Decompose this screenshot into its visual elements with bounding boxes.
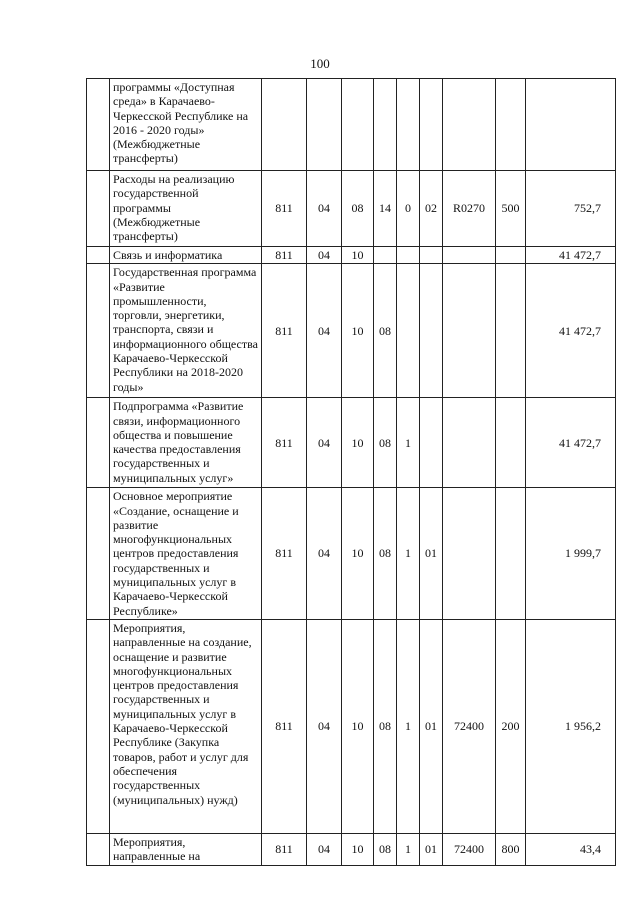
code-cell: 0 — [397, 171, 420, 247]
code-cell — [420, 398, 443, 488]
code-cell — [374, 247, 397, 264]
blank-cell — [87, 79, 110, 171]
code-cell — [496, 488, 526, 620]
budget-table — [86, 78, 616, 866]
code-cell: 08 — [374, 833, 397, 865]
code-cell: 811 — [262, 619, 307, 833]
code-cell: 811 — [262, 264, 307, 398]
code-cell — [443, 488, 496, 620]
code-cell: 04 — [307, 398, 342, 488]
code-cell: 10 — [342, 833, 374, 865]
code-cell: 08 — [374, 264, 397, 398]
code-cell — [443, 264, 496, 398]
code-cell — [397, 264, 420, 398]
blank-cell — [87, 833, 110, 865]
code-cell — [443, 247, 496, 264]
code-cell: 10 — [342, 619, 374, 833]
code-cell: 1 — [397, 398, 420, 488]
code-cell: 04 — [307, 264, 342, 398]
code-cell — [262, 79, 307, 171]
amount-cell: 1 956,2 — [526, 619, 616, 833]
code-cell: 10 — [342, 264, 374, 398]
amount-cell: 43,4 — [526, 833, 616, 865]
code-cell: 1 — [397, 833, 420, 865]
code-cell: 08 — [374, 398, 397, 488]
amount-cell: 41 472,7 — [526, 398, 616, 488]
table-row — [87, 247, 616, 264]
item-name-cell: Мероприятия, направленные на создание, оснащение и развитие многофункциональных центров предоставления государственных и муниципальных услуг в Карачаево-Черкесской Республике (Закупка товаров, работ и услуг для обеспечения государственных (муниципальных) нужд) — [110, 619, 262, 833]
blank-cell — [87, 398, 110, 488]
amount-cell: 752,7 — [526, 171, 616, 247]
code-cell: 10 — [342, 247, 374, 264]
code-cell: 14 — [374, 171, 397, 247]
item-name-cell: Расходы на реализацию государственной программы (Межбюджетные трансферты) — [110, 171, 262, 247]
amount-cell: 1 999,7 — [526, 488, 616, 620]
code-cell — [496, 79, 526, 171]
code-cell: 04 — [307, 171, 342, 247]
amount-cell — [526, 79, 616, 171]
page-number: 100 — [310, 56, 330, 71]
amount-cell: 41 472,7 — [526, 264, 616, 398]
blank-cell — [87, 264, 110, 398]
code-cell: 1 — [397, 488, 420, 620]
code-cell — [496, 264, 526, 398]
code-cell: 01 — [420, 619, 443, 833]
item-name-cell: Государственная программа «Развитие промышленности, торговли, энергетики, транспорта, связи и информационного общества Карачаево-Черкесской Республики на 2018-2020 годы» — [110, 264, 262, 398]
code-cell — [496, 247, 526, 264]
code-cell: 1 — [397, 619, 420, 833]
item-name-cell: программы «Доступная среда» в Карачаево-Черкесской Республике на 2016 - 2020 годы» (Межбюджетные трансферты) — [110, 79, 262, 171]
table-row — [87, 264, 616, 398]
table-row — [87, 79, 616, 171]
blank-cell — [87, 488, 110, 620]
blank-cell — [87, 619, 110, 833]
code-cell: 02 — [420, 171, 443, 247]
code-cell — [397, 79, 420, 171]
code-cell — [420, 264, 443, 398]
code-cell: 01 — [420, 488, 443, 620]
code-cell — [496, 398, 526, 488]
code-cell — [420, 79, 443, 171]
code-cell — [397, 247, 420, 264]
amount-cell: 41 472,7 — [526, 247, 616, 264]
table-row — [87, 619, 616, 833]
code-cell — [443, 79, 496, 171]
blank-cell — [87, 171, 110, 247]
code-cell: 04 — [307, 488, 342, 620]
code-cell: 01 — [420, 833, 443, 865]
table-row — [87, 171, 616, 247]
table-row — [87, 833, 616, 865]
code-cell: R0270 — [443, 171, 496, 247]
code-cell — [307, 79, 342, 171]
table-body — [87, 79, 616, 866]
code-cell — [443, 398, 496, 488]
code-cell: 811 — [262, 171, 307, 247]
code-cell: 200 — [496, 619, 526, 833]
code-cell: 800 — [496, 833, 526, 865]
code-cell: 04 — [307, 833, 342, 865]
code-cell: 08 — [374, 619, 397, 833]
code-cell — [374, 79, 397, 171]
item-name-cell: Основное мероприятие «Создание, оснащение и развитие многофункциональных центров предоставления государственных и муниципальных услуг в Карачаево-Черкесской Республике» — [110, 488, 262, 620]
code-cell: 10 — [342, 488, 374, 620]
code-cell: 72400 — [443, 619, 496, 833]
code-cell: 811 — [262, 833, 307, 865]
code-cell: 08 — [374, 488, 397, 620]
code-cell: 500 — [496, 171, 526, 247]
code-cell: 10 — [342, 398, 374, 488]
code-cell: 811 — [262, 247, 307, 264]
item-name-cell: Подпрограмма «Развитие связи, информационного общества и повышение качества предоставления государственных и муниципальных услуг» — [110, 398, 262, 488]
code-cell — [342, 79, 374, 171]
code-cell: 72400 — [443, 833, 496, 865]
code-cell: 811 — [262, 398, 307, 488]
table-row — [87, 488, 616, 620]
code-cell — [420, 247, 443, 264]
item-name-cell: Связь и информатика — [110, 247, 262, 264]
code-cell: 04 — [307, 247, 342, 264]
item-name-cell: Мероприятия, направленные на — [110, 833, 262, 865]
table-row — [87, 398, 616, 488]
code-cell: 04 — [307, 619, 342, 833]
code-cell: 08 — [342, 171, 374, 247]
code-cell: 811 — [262, 488, 307, 620]
blank-cell — [87, 247, 110, 264]
